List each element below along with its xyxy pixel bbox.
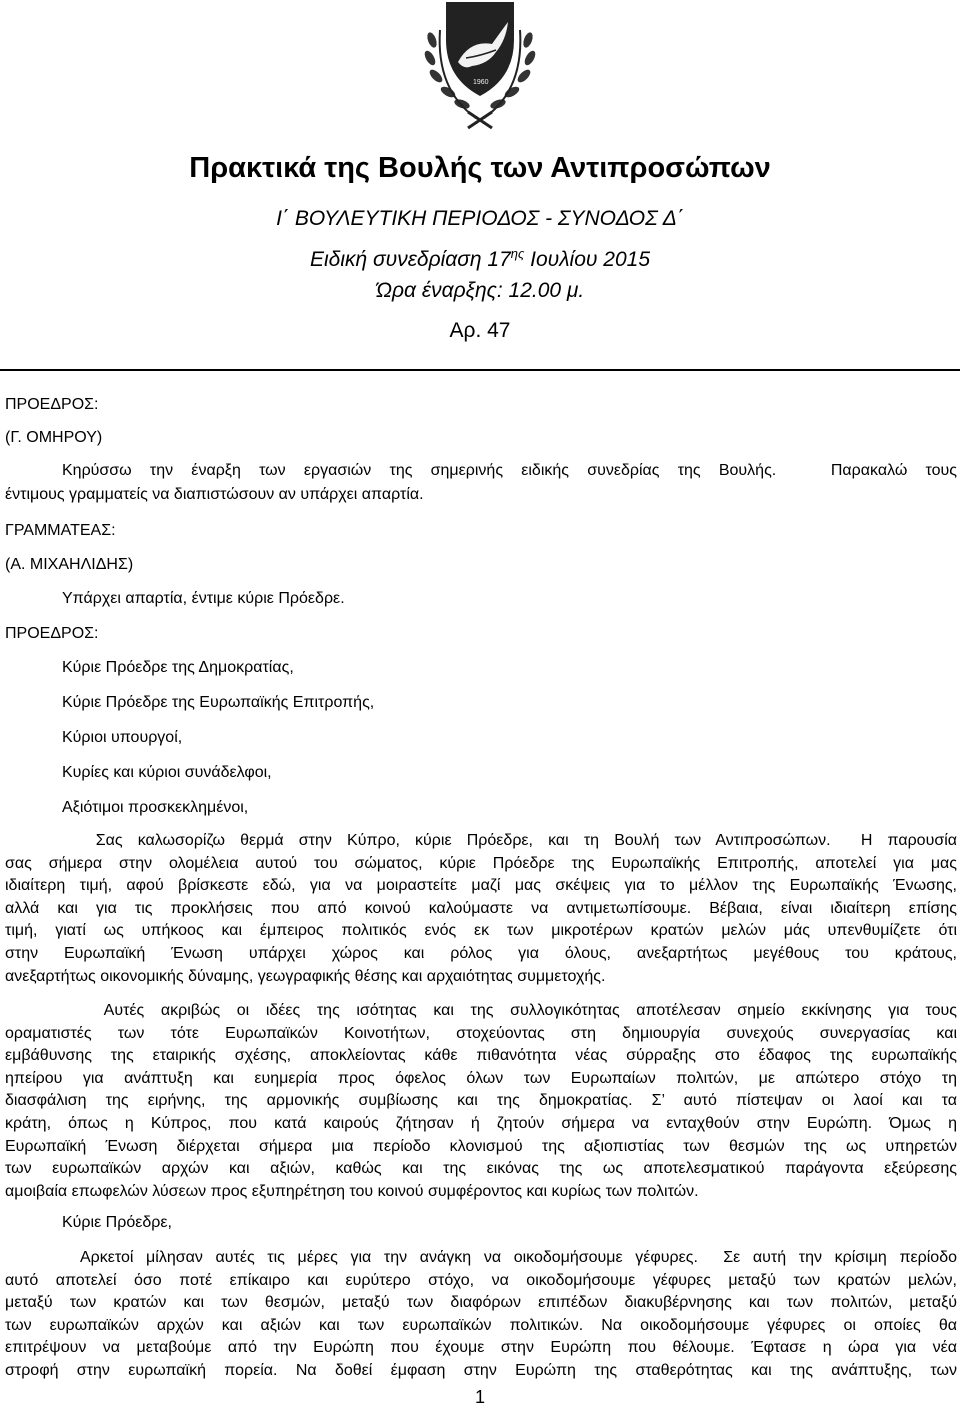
speaker-name: (Α. ΜΙΧΑΗΛΙΔΗΣ) — [5, 556, 134, 573]
legislative-period: Ι΄ ΒΟΥΛΕΥΤΙΚΗ ΠΕΡΙΟΔΟΣ - ΣΥΝΟΔΟΣ Δ΄ — [276, 207, 684, 230]
speaker-label: ΠΡΟΕΔΡΟΣ: — [5, 625, 99, 642]
paragraph-line: Υπάρχει απαρτία, έντιμε κύριε Πρόεδρε. — [62, 590, 345, 607]
header-divider — [0, 369, 960, 371]
paragraph: Αρκετοί μίλησαν αυτές τις μέρες για την ανάγκη να οικοδομήσουμε γέφυρες. Σε αυτή την κρίσιμη περίοδο αυτό αποτελεί όσο ποτέ επίκαιρο και ευρύτερο στόχο, να οικοδομήσουμε γέφυρες μεταξύ των κρατών μελών, μεταξύ των κρατών και των θεσμών, μεταξύ των διαφόρων επιπέδων διακυβέρνησης και των πολιτών, μεταξύ των ευρωπαϊκών αρχών και αξιών και των ευρωπαϊκών πολιτικών. Να οικοδομήσουμε γέφυρες οι οποίες θα επιτρέψουν να μεταβούμε από την Ευρώπη που έχουμε στην Ευρώπη που θέλουμε. Έφτασε η ώρα για νέα στροφή στην ευρωπαϊκή πορεία. Να δοθεί έμφαση στην Ευρώπη της σταθερότητας και της ανάπτυξης, των — [5, 1249, 957, 1379]
session-date: Ειδική συνεδρίαση $17^{\eta\varsigma}$ Ιουλίου 2015 — [309, 246, 650, 271]
page-number: 1 — [474, 1387, 485, 1407]
salutation: Κύριε Πρόεδρε, — [62, 1214, 172, 1231]
coat-of-arms-emblem — [410, 0, 550, 132]
salutation: Κυρίες και κύριοι συνάδελφοι, — [62, 764, 272, 781]
salutation: Κύριε Πρόεδρε της Δημοκρατίας, — [62, 659, 294, 676]
salutation: Κύριοι υπουργοί, — [62, 729, 183, 746]
svg-text:1960: 1960 — [473, 79, 489, 86]
speaker-name: (Γ. ΟΜΗΡΟΥ) — [5, 429, 103, 446]
speaker-label: ΓΡΑΜΜΑΤΕΑΣ: — [5, 522, 116, 539]
document-title: Πρακτικά της Βουλής των Αντιπροσώπων — [189, 152, 771, 184]
salutation: Κύριε Πρόεδρε της Ευρωπαϊκής Επιτροπής, — [62, 694, 375, 711]
paragraph-line: Κηρύσσω την έναρξη των εργασιών της σημερινής ειδικής συνεδρίας της Βουλής. Παρακαλώ τους — [62, 462, 957, 479]
paragraph: Σας καλωσορίζω θερμά στην Κύπρο, κύριε Πρόεδρε, και τη Βουλή των Αντιπροσώπων. Η παρουσία σας σήμερα στην ολομέλεια αυτού του σώματος, κύριε Πρόεδρε της Ευρωπαϊκής Επιτροπής, αποτελεί για μας ιδιαίτερη τιμή, αφού βρίσκεστε εδώ, για να μοιραστείτε μαζί μας σκέψεις για το μέλλον της Ευρωπαϊκής Ένωσης, αλλά και για τις προκλήσεις που από κοινού καλούμαστε να αντιμετωπίσουμε. Βέβαια, είναι ιδιαίτερη επίσης τιμή, γιατί ως υπήκοος και έμπειρος πολιτικός ενός εκ των μικροτέρων κρατών μελών μάς υπενθυμίζετε ότι στην Ευρωπαϊκή Ένωση υπάρχει χώρος και ρόλος για όλους, ανεξαρτήτως μεγέθους του κράτους, ανεξαρτήτως οικονομικής δύναμης, γεωγραφικής θέσης και αρχαιότητας συμμετοχής. — [5, 832, 957, 985]
speaker-label: ΠΡΟΕΔΡΟΣ: — [5, 396, 99, 413]
salutation: Αξιότιμοι προσκεκλημένοι, — [62, 799, 249, 816]
paragraph: Αυτές ακριβώς οι ιδέες της ισότητας και της συλλογικότητας αποτέλεσαν σημείο εκκίνησης για τους οραματιστές των τότε Ευρωπαϊκών Κοινοτήτων, στοχεύοντας στη δημιουργία συνεχούς συνεργασίας και εμβάθυνσης της εταιρικής σχέσης, αποκλείοντας κάθε πιθανότητα νέας σύρραξης στο έδαφος της ευρωπαϊκής ηπείρου για ανάπτυξη και ευημερία προς όφελος όλων των Ευρωπαίων πολιτών, με απώτερο στόχο τη διασφάλιση της ειρήνης, της αρμονικής συμβίωσης και της δημοκρατίας. Σ’ αυτό πίστεψαν οι λαοί και τα κράτη, όπως η Κύπρος, που κατά καιρούς ζήτησαν ή ζητούν σήμερα να ενταχθούν στην Ευρώπη. Όμως η Ευρωπαϊκή Ένωση διέρχεται σήμερα μια περίοδο κλονισμού της αξιοπιστίας των θεσμών της ως υπηρετών των ευρωπαϊκών αρχών και αξιών, καθώς και της εικόνας της ως αποτελεσματικού παράγοντα εξεύρεσης αμοιβαία επωφελών λύσεων προς εξυπηρέτηση του κοινού συμφέροντος και κυρίως των πολιτών. — [5, 1002, 957, 1200]
start-time: Ώρα έναρξης: 12.00 μ. — [375, 279, 585, 302]
issue-number: Αρ. 47 — [449, 319, 511, 342]
paragraph-line: έντιμους γραμματείς να διαπιστώσουν αν υπάρχει απαρτία. — [5, 486, 424, 503]
